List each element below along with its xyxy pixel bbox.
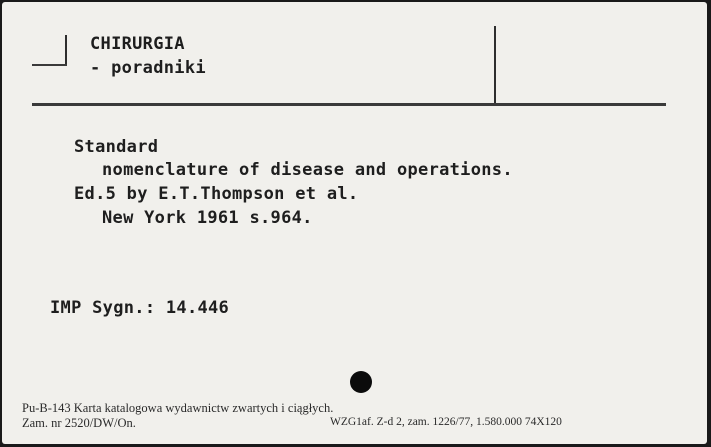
entry-edition: Ed.5 by E.T.Thompson et al. <box>74 184 359 204</box>
corner-bracket-horizontal <box>32 64 67 66</box>
entry-title-continuation: nomenclature of disease and operations. <box>102 160 513 180</box>
corner-bracket-vertical <box>65 35 67 65</box>
entry-title-line: Standard <box>74 137 159 157</box>
footer-form-line: Pu-B-143 Karta katalogowa wydawnictw zwartych i ciągłych. <box>22 401 334 415</box>
subject-heading: CHIRURGIA <box>90 34 185 54</box>
heading-vertical-divider <box>494 26 496 106</box>
entry-imprint: New York 1961 s.964. <box>102 208 313 228</box>
subject-subdivision: - poradniki <box>90 58 206 78</box>
catalog-card <box>2 2 707 444</box>
footer-order-number: Zam. nr 2520/DW/On. <box>22 416 136 430</box>
heading-rule <box>32 103 666 106</box>
punch-hole <box>350 371 372 393</box>
call-number: IMP Sygn.: 14.446 <box>50 298 230 318</box>
footer-printer-info: WZG1af. Z-d 2, zam. 1226/77, 1.580.000 74X120 <box>330 416 562 428</box>
